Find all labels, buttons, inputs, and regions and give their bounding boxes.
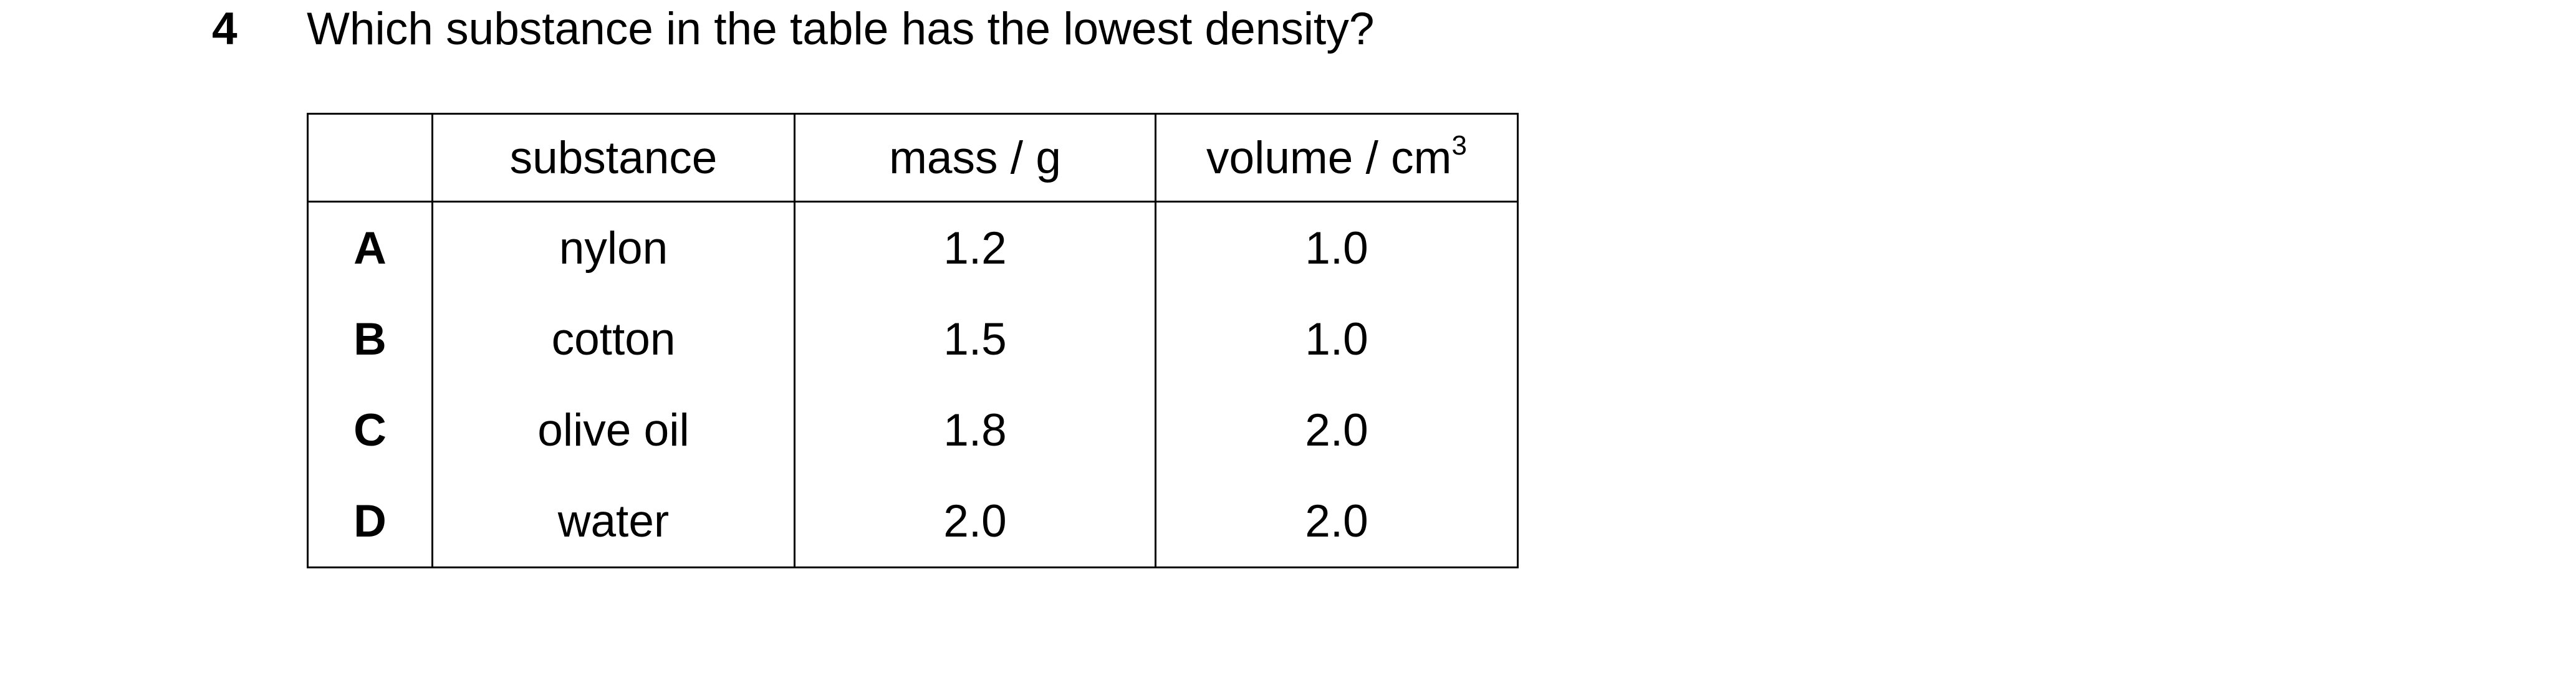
- row-letter: D: [353, 495, 387, 547]
- row-volume: 1.0: [1156, 294, 1518, 385]
- row-mass: 1.5: [795, 294, 1156, 385]
- row-volume: 2.0: [1156, 385, 1518, 475]
- row-substance: olive oil: [433, 385, 795, 475]
- header-volume-base: volume / cm: [1206, 132, 1452, 183]
- header-letter: [308, 114, 433, 202]
- row-substance: water: [433, 475, 795, 568]
- header-volume-exponent: 3: [1451, 130, 1467, 161]
- row-mass: 2.0: [795, 475, 1156, 568]
- density-table: [307, 113, 1519, 568]
- row-substance: nylon: [433, 202, 795, 294]
- table-row: [308, 385, 1518, 475]
- row-volume: 1.0: [1156, 202, 1518, 294]
- header-volume: [1156, 114, 1518, 202]
- row-volume: 2.0: [1156, 475, 1518, 568]
- row-letter: B: [353, 313, 387, 365]
- row-mass: 1.2: [795, 202, 1156, 294]
- table-header-row: [308, 114, 1518, 202]
- table-row: [308, 475, 1518, 568]
- header-substance: substance: [433, 114, 795, 202]
- question-number: 4: [212, 4, 238, 54]
- row-letter: C: [353, 404, 387, 456]
- table-row: [308, 294, 1518, 385]
- header-mass: mass / g: [795, 114, 1156, 202]
- row-substance: cotton: [433, 294, 795, 385]
- question-text: Which substance in the table has the lowest density?: [307, 4, 1375, 54]
- row-letter: A: [353, 222, 387, 274]
- table-row: [308, 202, 1518, 294]
- row-mass: 1.8: [795, 385, 1156, 475]
